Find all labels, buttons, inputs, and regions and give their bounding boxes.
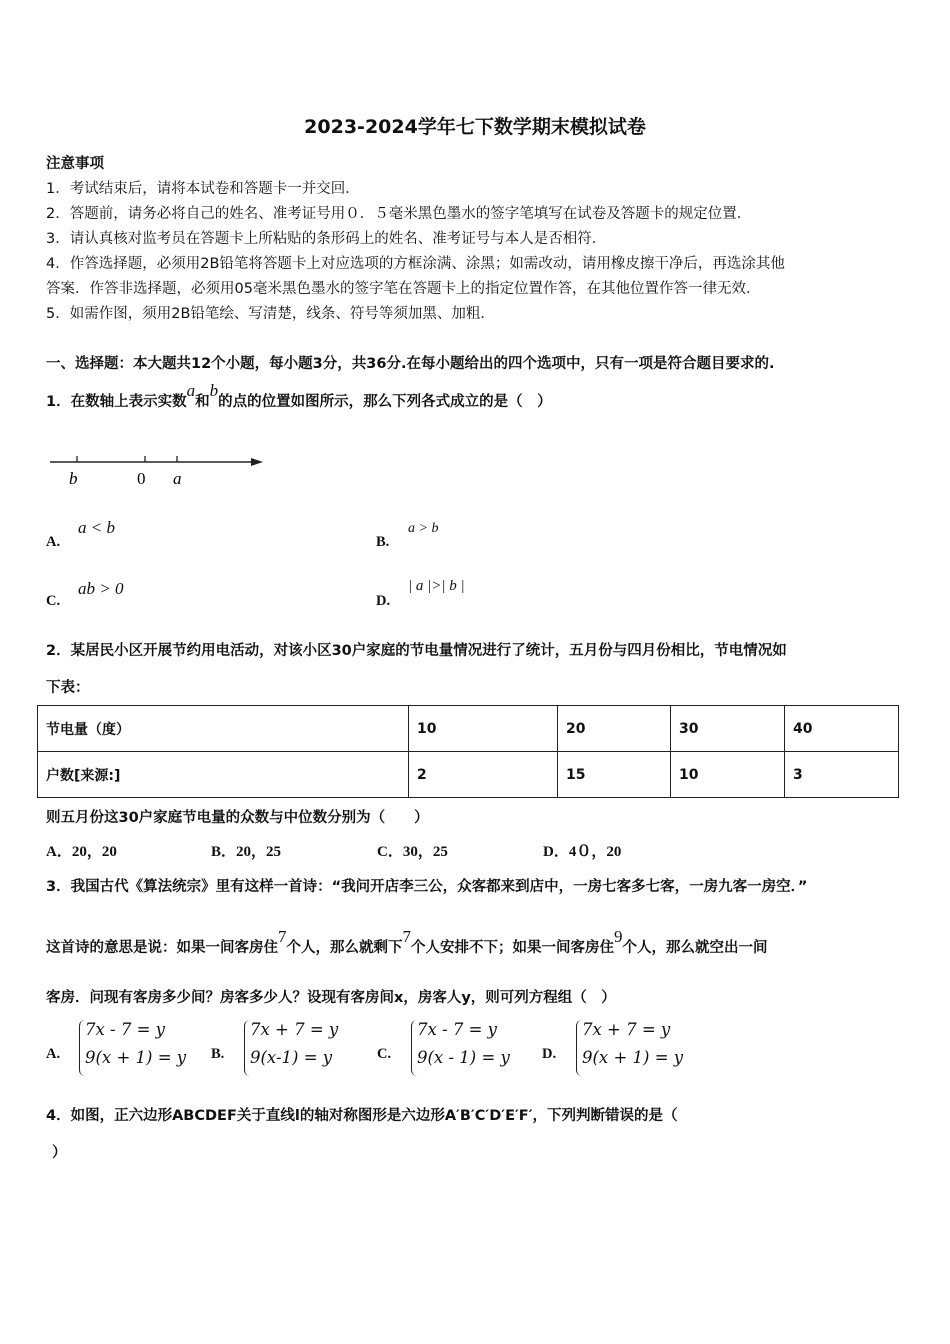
option-math: ab > 0 xyxy=(78,579,124,598)
option-math: | a |>| b | xyxy=(408,578,465,594)
option-label: B. xyxy=(376,534,390,550)
notice-heading: 注意事项 xyxy=(46,156,104,172)
question-2-text: 下表： xyxy=(46,680,90,696)
notice-item: 2．答题前，请务必将自己的姓名、准考证号用０．５毫米黑色墨水的签字笔填写在试卷及答题卡的规定位置． xyxy=(46,206,752,222)
question-4-text: ） xyxy=(52,1145,67,1161)
option-label: A. xyxy=(46,1046,61,1062)
option-label: B. xyxy=(211,1046,225,1062)
table-row xyxy=(38,752,899,798)
table-cell: 15 xyxy=(558,752,671,798)
option-label: A. xyxy=(46,534,61,550)
option-label: C. xyxy=(46,593,61,609)
table-cell: 40 xyxy=(785,706,899,752)
table-cell: 户数[来源:] xyxy=(38,752,409,798)
option-label: D. xyxy=(376,593,391,609)
table-row xyxy=(38,706,899,752)
axis-label-b: b xyxy=(69,469,78,488)
section-heading: 一、选择题：本大题共12个小题，每小题3分，共36分.在每小题给出的四个选项中，只有一项是符合题目要求的. xyxy=(46,356,775,372)
axis-label-a: a xyxy=(173,469,182,488)
question-3-text: 客房．问现有客房多少间？房客多少人？设现有客房间x，房客人y，则可列方程组（ ） xyxy=(46,990,616,1006)
option-label: C. xyxy=(377,1046,392,1062)
table-cell: 3 xyxy=(785,752,899,798)
option: C．30，25 xyxy=(377,844,448,860)
option-math: a > b xyxy=(408,521,439,536)
notice-item: 1．考试结束后，请将本试卷和答题卡一并交回． xyxy=(46,181,360,197)
table-cell: 10 xyxy=(671,752,785,798)
var-b: b xyxy=(209,381,219,400)
question-1-text: 1．在数轴上表示实数a和b的点的位置如图所示，那么下列各式成立的是（ ） xyxy=(46,381,552,410)
table-cell: 2 xyxy=(409,752,558,798)
question-3-text: 这首诗的意思是说：如果一间客房住7个人，那么就剩下7个人安排不下；如果一间客房住9个人，那么就空出一间 xyxy=(46,927,768,956)
option-math: a < b xyxy=(78,518,115,537)
question-4-text: 4．如图，正六边形ABCDEF关于直线l的轴对称图形是六边形A′B′C′D′E′F′，下列判断错误的是（ xyxy=(46,1108,678,1124)
question-3-text: 3．我国古代《算法统宗》里有这样一首诗：“我问开店李三公，众客都来到店中，一房七客多七客，一房九客一房空．” xyxy=(46,879,808,895)
option: D．4０，20 xyxy=(543,844,622,860)
option-label: D. xyxy=(542,1046,557,1062)
option: A．20，20 xyxy=(46,844,117,860)
number-line-figure xyxy=(45,448,275,498)
table-cell: 节电量（度） xyxy=(38,706,409,752)
notice-item: 4．作答选择题，必须用2B铅笔将答题卡上对应选项的方框涂满、涂黑；如需改动，请用橡皮擦干净后，再选涂其他 xyxy=(46,256,785,272)
data-table xyxy=(37,705,899,798)
page-title: 2023-2024学年七下数学期末模拟试卷 xyxy=(304,116,646,138)
notice-item: 答案．作答非选择题，必须用05毫米黑色墨水的签字笔在答题卡上的指定位置作答，在其他位置作答一律无效． xyxy=(46,281,761,297)
table-cell: 10 xyxy=(409,706,558,752)
axis-label-0: 0 xyxy=(137,469,146,488)
table-cell: 30 xyxy=(671,706,785,752)
var-a: a xyxy=(186,381,196,400)
table-cell: 20 xyxy=(558,706,671,752)
notice-item: 5．如需作图，须用2B铅笔绘、写清楚，线条、符号等须加黑、加粗． xyxy=(46,306,495,322)
question-2-text: 2．某居民小区开展节约用电活动，对该小区30户家庭的节电量情况进行了统计，五月份与四月份相比，节电情况如 xyxy=(46,643,787,659)
option: B．20，25 xyxy=(211,844,282,860)
arrow-icon xyxy=(251,458,263,466)
notice-item: 3．请认真核对监考员在答题卡上所粘贴的条形码上的姓名、准考证号与本人是否相符． xyxy=(46,231,607,247)
question-2-prompt: 则五月份这30户家庭节电量的众数与中位数分别为（ ） xyxy=(46,810,429,826)
